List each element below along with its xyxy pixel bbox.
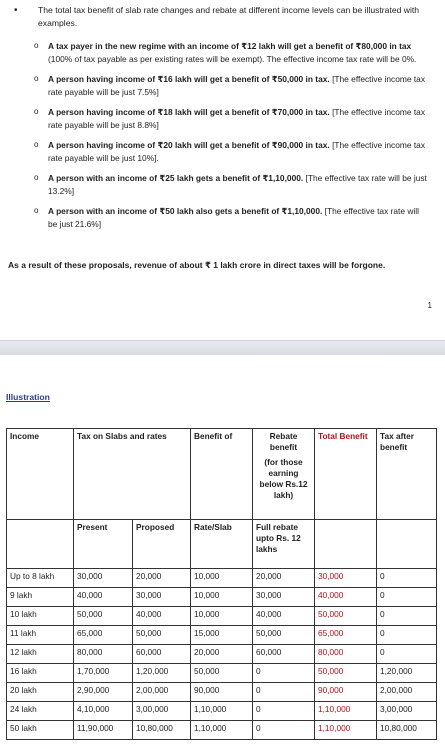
- cell-rebate: 20,000: [253, 569, 315, 588]
- illustration-heading: Illustration: [6, 392, 50, 402]
- cell-rate-slab: 10,000: [191, 607, 253, 626]
- example-bold: A tax payer in the new regime with an income of ₹12 lakh will get a benefit of ₹80,000 in tax: [48, 41, 412, 51]
- table-row: [7, 683, 437, 702]
- cell-tax-after: 0: [377, 607, 437, 626]
- cell-rate-slab: 50,000: [191, 664, 253, 683]
- page-separator: [0, 340, 445, 355]
- table-header-row: [7, 429, 437, 520]
- example-bold: A person with an income of ₹50 lakh also gets a benefit of ₹1,10,000.: [48, 206, 323, 216]
- header-benefit-of: Benefit of: [191, 429, 253, 520]
- cell-tax-after: 10,80,000: [377, 721, 437, 740]
- cell-rate-slab: 10,000: [191, 588, 253, 607]
- circle-bullet-icon: o: [34, 74, 39, 83]
- example-item: [34, 205, 428, 230]
- header-total-benefit: Total Benefit: [315, 429, 377, 520]
- cell-present: 11,90,000: [74, 721, 133, 740]
- cell-income: 50 lakh: [7, 721, 74, 740]
- cell-present: 80,000: [74, 645, 133, 664]
- table-body: [7, 569, 437, 740]
- cell-rebate: 60,000: [253, 645, 315, 664]
- circle-bullet-icon: o: [34, 107, 39, 116]
- cell-proposed: 3,00,000: [133, 702, 191, 721]
- intro-text: The total tax benefit of slab rate changes and rebate at different income levels can be illustrated with examples.: [38, 5, 420, 28]
- subheader-empty: [315, 520, 377, 569]
- table-row: [7, 626, 437, 645]
- examples-list: [34, 40, 428, 238]
- cell-rate-slab: 20,000: [191, 645, 253, 664]
- cell-tax-after: 0: [377, 626, 437, 645]
- circle-bullet-icon: o: [34, 206, 39, 215]
- example-rest: [The effective income tax rate payable will be just 8.8%]: [48, 107, 426, 130]
- table-row: [7, 702, 437, 721]
- cell-proposed: 20,000: [133, 569, 191, 588]
- table-row: [7, 588, 437, 607]
- cell-present: 4,10,000: [74, 702, 133, 721]
- cell-present: 2,90,000: [74, 683, 133, 702]
- table-row: [7, 645, 437, 664]
- intro-bullet: [14, 4, 434, 30]
- cell-present: 30,000: [74, 569, 133, 588]
- cell-income: 24 lakh: [7, 702, 74, 721]
- example-rest: [The effective tax rate will be just 21.6%]: [48, 206, 419, 229]
- cell-total-benefit: 65,000: [315, 626, 377, 645]
- cell-proposed: 10,80,000: [133, 721, 191, 740]
- header-tax-after: Tax after benefit: [377, 429, 437, 520]
- cell-rate-slab: 10,000: [191, 569, 253, 588]
- cell-present: 1,70,000: [74, 664, 133, 683]
- cell-rebate: 0: [253, 721, 315, 740]
- bullet-icon: •: [14, 5, 18, 16]
- example-bold: A person having income of ₹16 lakh will get a benefit of ₹50,000 in tax.: [48, 74, 330, 84]
- cell-income: 12 lakh: [7, 645, 74, 664]
- cell-proposed: 50,000: [133, 626, 191, 645]
- conclusion-text: As a result of these proposals, revenue of about ₹ 1 lakh crore in direct taxes will be forgone.: [8, 260, 386, 270]
- cell-total-benefit: 90,000: [315, 683, 377, 702]
- example-rest: [The effective tax rate will be just 13.2%]: [48, 173, 427, 196]
- header-tax-slabs: Tax on Slabs and rates: [74, 429, 191, 520]
- subheader-rate-slab: Rate/Slab: [191, 520, 253, 569]
- cell-present: 40,000: [74, 588, 133, 607]
- example-item: [34, 172, 428, 197]
- cell-total-benefit: 30,000: [315, 569, 377, 588]
- example-bold: A person having income of ₹20 lakh will get a benefit of ₹90,000 in tax.: [48, 140, 330, 150]
- cell-present: 50,000: [74, 607, 133, 626]
- cell-total-benefit: 40,000: [315, 588, 377, 607]
- cell-tax-after: 1,20,000: [377, 664, 437, 683]
- cell-total-benefit: 50,000: [315, 664, 377, 683]
- cell-tax-after: 3,00,000: [377, 702, 437, 721]
- cell-proposed: 2,00,000: [133, 683, 191, 702]
- circle-bullet-icon: o: [34, 173, 39, 182]
- example-item: [34, 73, 428, 98]
- example-item: [34, 139, 428, 164]
- cell-income: 11 lakh: [7, 626, 74, 645]
- cell-total-benefit: 50,000: [315, 607, 377, 626]
- document-page-2: [0, 354, 445, 750]
- cell-proposed: 60,000: [133, 645, 191, 664]
- rebate-title: Rebate benefit: [269, 431, 298, 452]
- example-rest: (100% of tax payable as per existing rates will be exempt). The effective income tax rate will be 0%.: [48, 53, 417, 64]
- cell-rebate: 30,000: [253, 588, 315, 607]
- cell-proposed: 40,000: [133, 607, 191, 626]
- subheader-empty: [377, 520, 437, 569]
- tax-benefit-table: [6, 428, 437, 740]
- header-income: Income: [7, 429, 74, 520]
- table-row: [7, 721, 437, 740]
- cell-rate-slab: 90,000: [191, 683, 253, 702]
- example-rest: [The effective income tax rate payable will be just 7.5%]: [48, 74, 426, 97]
- cell-tax-after: 0: [377, 569, 437, 588]
- cell-rate-slab: 1,10,000: [191, 702, 253, 721]
- cell-tax-after: 2,00,000: [377, 683, 437, 702]
- cell-total-benefit: 1,10,000: [315, 721, 377, 740]
- table-row: [7, 569, 437, 588]
- cell-rebate: 40,000: [253, 607, 315, 626]
- cell-tax-after: 0: [377, 645, 437, 664]
- subheader-proposed: Proposed: [133, 520, 191, 569]
- header-rebate-benefit: [253, 429, 315, 520]
- cell-income: 20 lakh: [7, 683, 74, 702]
- cell-rate-slab: 1,10,000: [191, 721, 253, 740]
- cell-income: 16 lakh: [7, 664, 74, 683]
- cell-rebate: 0: [253, 702, 315, 721]
- cell-income: Up to 8 lakh: [7, 569, 74, 588]
- cell-income: 10 lakh: [7, 607, 74, 626]
- cell-total-benefit: 80,000: [315, 645, 377, 664]
- table-row: [7, 607, 437, 626]
- cell-total-benefit: 1,10,000: [315, 702, 377, 721]
- subheader-empty: [7, 520, 74, 569]
- table-row: [7, 664, 437, 683]
- document-page-1: [0, 0, 445, 342]
- cell-rebate: 0: [253, 683, 315, 702]
- example-bold: A person having income of ₹18 lakh will get a benefit of ₹70,000 in tax.: [48, 107, 330, 117]
- subheader-present: Present: [74, 520, 133, 569]
- example-item: [34, 40, 428, 65]
- subheader-full-rebate: Full rebate upto Rs. 12 lakhs: [253, 520, 315, 569]
- cell-proposed: 30,000: [133, 588, 191, 607]
- cell-income: 9 lakh: [7, 588, 74, 607]
- circle-bullet-icon: o: [34, 41, 39, 50]
- example-rest: [The effective income tax rate payable will be just 10%].: [48, 140, 426, 163]
- cell-proposed: 1,20,000: [133, 664, 191, 683]
- rebate-note: (for those earning below Rs.12 lakh): [259, 457, 308, 500]
- table-subheader-row: [7, 520, 437, 569]
- cell-rebate: 0: [253, 664, 315, 683]
- cell-present: 65,000: [74, 626, 133, 645]
- example-bold: A person with an income of ₹25 lakh gets a benefit of ₹1,10,000.: [48, 173, 304, 183]
- example-item: [34, 106, 428, 131]
- page-number: 1: [427, 301, 432, 310]
- circle-bullet-icon: o: [34, 140, 39, 149]
- cell-rebate: 50,000: [253, 626, 315, 645]
- cell-tax-after: 0: [377, 588, 437, 607]
- cell-rate-slab: 15,000: [191, 626, 253, 645]
